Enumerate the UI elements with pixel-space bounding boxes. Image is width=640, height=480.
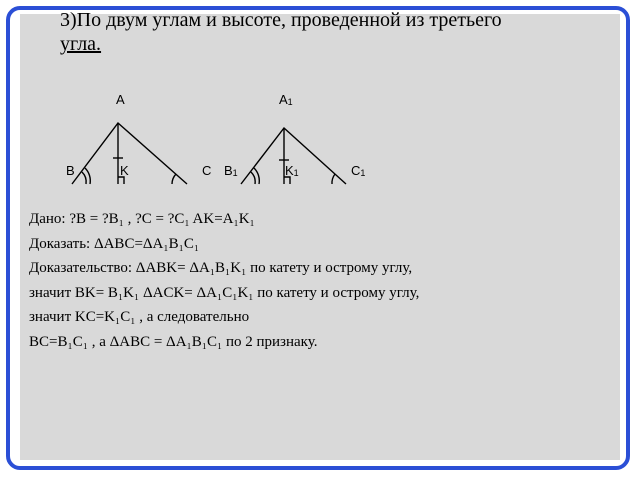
label-b1: B1 [224, 163, 238, 178]
proof-line-3: значит KC=K₁C₁ , а следовательно [29, 309, 250, 325]
proof-line-4: BC=B₁C₁ , а ΔABC = ΔA₁B₁C₁ по 2 признаку. [29, 333, 318, 350]
given-line: Дано: ?B = ?B₁ , ?C = ?C₁ AK=A₁K₁ [29, 211, 255, 227]
proof-line-1: Доказательство: ΔABK= ΔA₁B₁K₁ по катету и острому углу, [29, 260, 413, 276]
label-k: K [120, 163, 129, 178]
label-k1: K1 [285, 163, 299, 178]
label-a1: A1 [279, 92, 293, 107]
title-line-2: угла. [60, 33, 102, 55]
label-a: A [116, 92, 125, 107]
title-line-1: 3)По двум углам и высоте, проведенной из третьего [60, 9, 502, 31]
label-c1: C1 [351, 163, 366, 178]
triangle-abc [72, 123, 187, 184]
prove-line: Доказать: ΔABC=ΔA₁B₁C₁ [29, 235, 200, 252]
proof-line-2: значит BK= B₁K₁ ΔACK= ΔA₁C₁K₁ по катету и острому углу, [29, 284, 420, 301]
label-b: B [66, 163, 75, 178]
proof-text [29, 207, 609, 354]
label-c: C [202, 163, 212, 178]
